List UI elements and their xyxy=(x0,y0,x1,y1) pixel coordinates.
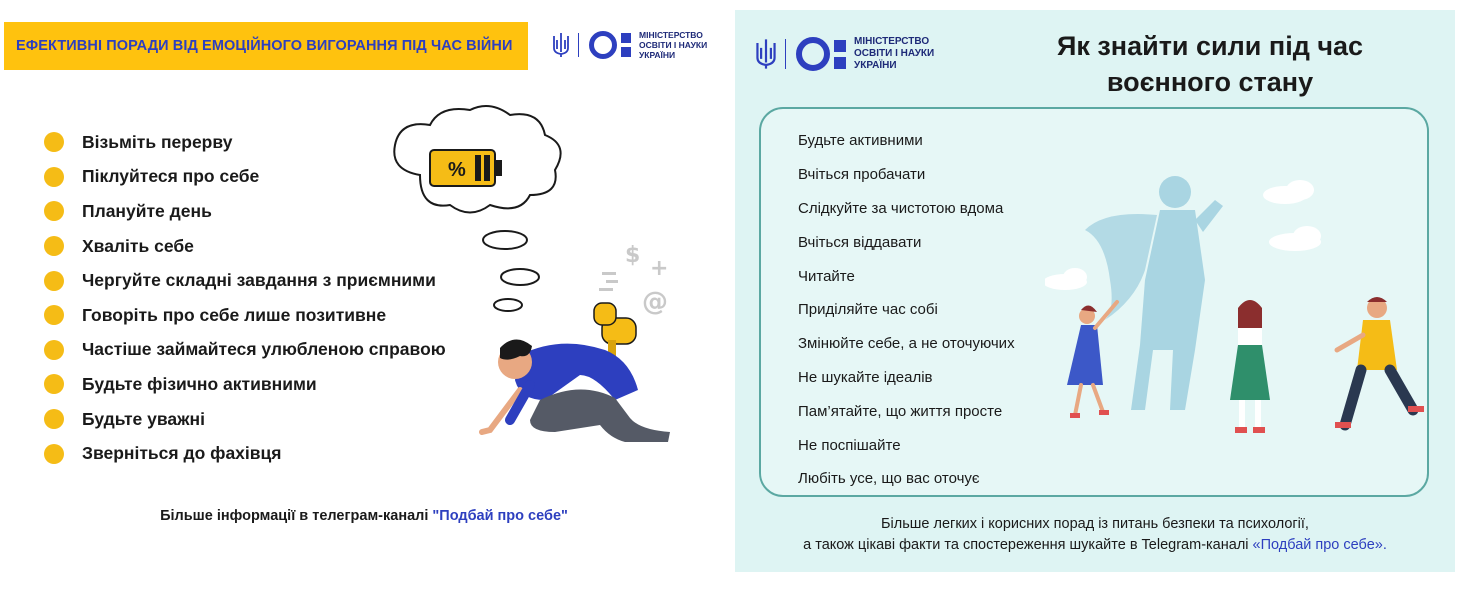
battery-percent-text: % xyxy=(448,159,466,181)
left-footer xyxy=(0,508,728,524)
logo-divider xyxy=(785,39,786,69)
bullet-dot-icon xyxy=(44,132,64,152)
advice-item: Змінюйте себе, а не оточуючих xyxy=(798,335,1015,353)
left-banner xyxy=(4,22,528,70)
bullet-dot-icon xyxy=(44,409,64,429)
ministry-name xyxy=(854,36,934,72)
svg-text:+: + xyxy=(650,256,669,281)
ministry-line-2: ОСВІТИ І НАУКИ xyxy=(854,48,935,59)
trident-icon xyxy=(755,38,777,70)
right-footer-line-1: Більше легких і корисних порад із питань безпеки та психології, xyxy=(881,516,1309,532)
right-title xyxy=(995,28,1425,100)
left-banner-text: ЕФЕКТИВНІ ПОРАДИ ВІД ЕМОЦІЙНОГО ВИГОРАННЯ ПІД ЧАС ВІЙНИ xyxy=(16,38,513,54)
bullet-dot-icon xyxy=(44,374,64,394)
advice-item: Слідкуйте за чистотою вдома xyxy=(798,199,1004,217)
ministry-mark-icon xyxy=(796,37,846,71)
tip-item: Зверніться до фахівця xyxy=(44,436,446,471)
girl-left-icon xyxy=(1067,302,1117,418)
bullet-dot-icon xyxy=(44,167,64,187)
bullet-dot-icon xyxy=(44,444,64,464)
right-poster xyxy=(735,10,1455,572)
wind-up-key-icon xyxy=(594,303,636,356)
ministry-line-3: УКРАЇНИ xyxy=(639,50,676,60)
advice-item: Не поспішайте xyxy=(798,436,901,454)
low-battery-icon xyxy=(430,150,502,186)
tip-item: Хваліть себе xyxy=(44,229,446,264)
svg-text:@: @ xyxy=(642,287,668,317)
ministry-line-2: ОСВІТИ І НАУКИ xyxy=(639,40,708,50)
left-footer-text: Більше інформації в телеграм-каналі xyxy=(160,508,433,524)
girl-center-icon xyxy=(1230,300,1270,433)
logo-divider xyxy=(578,33,579,57)
advice-item: Пам’ятайте, що життя просте xyxy=(798,402,1003,420)
svg-text:$: $ xyxy=(625,243,641,268)
right-footer xyxy=(735,514,1455,556)
superhero-shadow-illustration xyxy=(1045,170,1445,440)
bullet-dot-icon xyxy=(44,236,64,256)
tip-item: Будьте уважні xyxy=(44,402,446,437)
ministry-line-1: МІНІСТЕРСТВО xyxy=(639,30,703,40)
advice-item: Вчіться віддавати xyxy=(798,233,922,251)
tip-item: Плануйте день xyxy=(44,194,446,229)
left-poster xyxy=(0,0,728,602)
tip-item: Піклуйтеся про себе xyxy=(44,160,446,195)
advice-list xyxy=(798,124,1015,496)
advice-item: Приділяйте час собі xyxy=(798,301,938,319)
left-ministry-logo xyxy=(552,30,707,60)
trident-icon xyxy=(552,32,570,58)
tip-item: Чергуйте складні завдання з приємними xyxy=(44,263,446,298)
right-title-line-2: воєнного стану xyxy=(1106,67,1314,97)
advice-item: Любіть усе, що вас оточує xyxy=(798,470,980,488)
ministry-line-1: МІНІСТЕРСТВО xyxy=(854,36,930,47)
left-footer-channel-link[interactable]: "Подбай про себе" xyxy=(432,508,568,524)
tip-item: Частіше займайтеся улюбленою справою xyxy=(44,333,446,368)
bullet-dot-icon xyxy=(44,271,64,291)
bullet-dot-icon xyxy=(44,201,64,221)
right-footer-channel-link[interactable]: «Подбай про себе». xyxy=(1252,537,1387,553)
bullet-dot-icon xyxy=(44,340,64,360)
thought-cloud-icon xyxy=(394,106,560,311)
advice-item: Не шукайте ідеалів xyxy=(798,368,933,386)
kneeling-man-icon xyxy=(482,339,670,442)
man-right-icon xyxy=(1335,297,1424,428)
tip-item: Говоріть про себе лише позитивне xyxy=(44,298,446,333)
right-footer-line-2: а також цікаві факти та спостереження шукайте в Telegram-каналі xyxy=(803,537,1253,553)
tip-item: Візьміть перерву xyxy=(44,125,446,160)
ministry-name xyxy=(639,30,707,60)
ministry-line-3: УКРАЇНИ xyxy=(854,60,897,71)
advice-item: Вчіться пробачати xyxy=(798,166,926,184)
tip-item: Будьте фізично активними xyxy=(44,367,446,402)
superhero-shadow-icon xyxy=(1085,176,1223,410)
advice-item: Будьте активними xyxy=(798,132,923,150)
right-ministry-logo xyxy=(755,36,934,72)
advice-item: Читайте xyxy=(798,267,855,285)
bullet-dot-icon xyxy=(44,305,64,325)
burnout-illustration xyxy=(380,100,680,450)
right-title-line-1: Як знайти сили під час xyxy=(1056,31,1364,61)
ministry-mark-icon xyxy=(589,31,631,59)
